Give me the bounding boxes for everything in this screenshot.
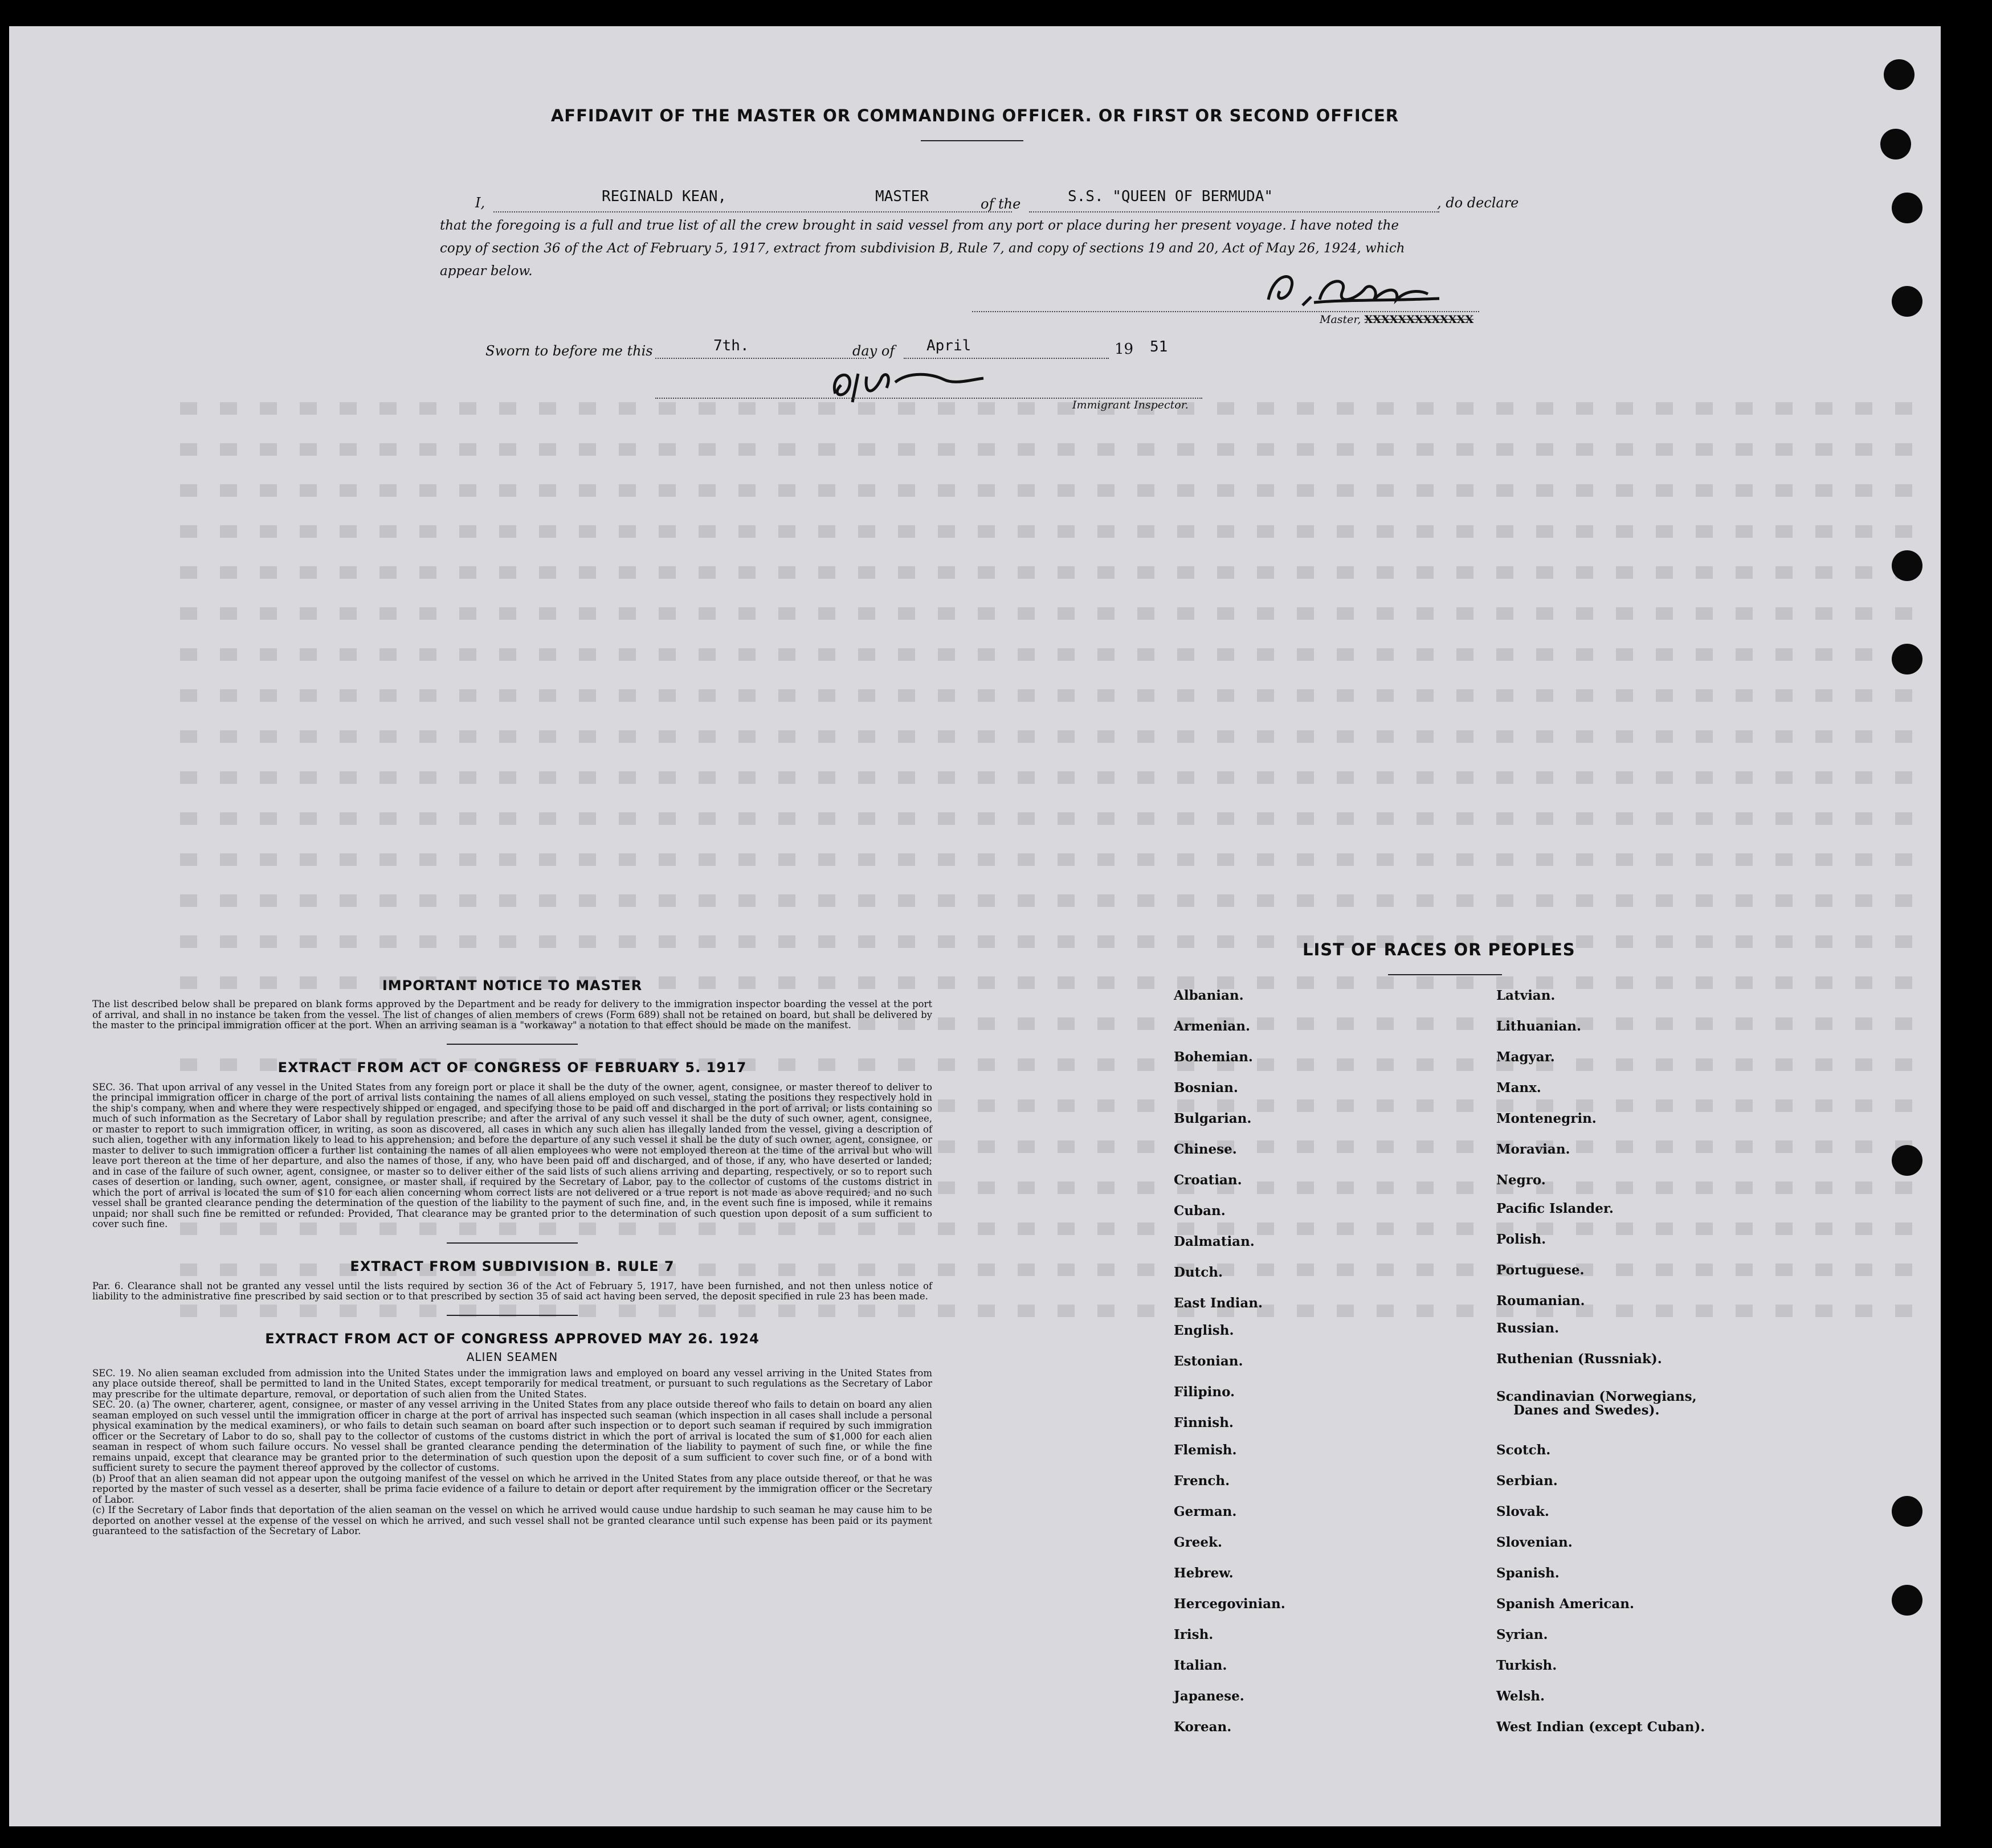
race-item: Scotch. — [1496, 1442, 1551, 1458]
do-declare-label: , do declare — [1437, 195, 1519, 211]
binder-hole — [1892, 1585, 1922, 1616]
master-caption: Master, — [1320, 313, 1361, 326]
race-item: Dalmatian. — [1174, 1234, 1255, 1249]
race-item: Latvian. — [1496, 988, 1556, 1003]
race-item: Flemish. — [1174, 1442, 1237, 1458]
race-item: Slovenian. — [1496, 1535, 1573, 1550]
sworn-month: April — [926, 337, 971, 354]
race-item: English. — [1174, 1323, 1234, 1338]
race-item: Chinese. — [1174, 1142, 1237, 1157]
race-item: Welsh. — [1496, 1688, 1545, 1704]
of-the-label: of the — [981, 196, 1021, 212]
name-line — [493, 211, 1012, 212]
race-item: Estonian. — [1174, 1354, 1243, 1369]
race-item: Spanish. — [1496, 1565, 1560, 1581]
binder-hole — [1892, 193, 1922, 223]
rank: MASTER — [875, 188, 929, 205]
rule7-body: Par. 6. Clearance shall not be granted any vessel until the lists required by section 36 of the Act of February 5, 1917, have been furnished, and not then unless notice of liability to the administrative fine prescribed by said section or to that prescribed by section 35 of said act having been served, the deposit specified in rule 23 has been made. — [92, 1280, 932, 1302]
races-divider — [1388, 974, 1502, 975]
declaration-line-4: appear below. — [440, 264, 533, 279]
race-item: Pacific Islander. — [1496, 1201, 1614, 1216]
race-item: East Indian. — [1174, 1295, 1263, 1311]
race-item: Serbian. — [1496, 1473, 1558, 1489]
day-of-label: day of — [852, 343, 895, 359]
notice-title: IMPORTANT NOTICE TO MASTER — [382, 978, 643, 993]
legal-text-column — [92, 978, 932, 1537]
declaration-line-3: copy of section 36 of the Act of February 5, 1917, extract from subdivision B, Rule 7, and copy of sections 19 and 20, Act of May 26, 1924, which — [440, 241, 1405, 256]
race-item: Bulgarian. — [1174, 1111, 1252, 1126]
divider — [447, 1315, 578, 1316]
race-item: Syrian. — [1496, 1627, 1548, 1642]
sworn-day: 7th. — [713, 337, 749, 354]
race-item: Turkish. — [1496, 1658, 1557, 1673]
declaration-line-2: that the foregoing is a full and true list of all the crew brought in said vessel from any port or place during her present voyage. I have noted the — [440, 218, 1399, 233]
title-divider — [921, 140, 1023, 141]
vessel-line — [1029, 211, 1439, 212]
race-item: Scandinavian (Norwegians, — [1496, 1389, 1697, 1404]
divider — [447, 1044, 578, 1045]
race-item: Spanish American. — [1496, 1596, 1635, 1612]
race-item: Lithuanian. — [1496, 1019, 1581, 1034]
race-item: Slovak. — [1496, 1504, 1549, 1519]
master-name: REGINALD KEAN, — [602, 188, 727, 205]
race-item: Danes and Swedes). — [1513, 1403, 1660, 1418]
race-item: Bosnian. — [1174, 1080, 1238, 1095]
race-item: Magyar. — [1496, 1049, 1555, 1065]
race-item: French. — [1174, 1473, 1230, 1489]
inspector-signature — [818, 362, 1001, 408]
race-item: Manx. — [1496, 1080, 1541, 1095]
alien-seamen-subtitle: ALIEN SEAMEN — [466, 1350, 558, 1364]
race-item: Negro. — [1496, 1172, 1546, 1188]
scan-border — [1941, 0, 1992, 1848]
race-item: Montenegrin. — [1496, 1111, 1597, 1126]
race-item: Moravian. — [1496, 1142, 1570, 1157]
binder-hole — [1880, 129, 1911, 160]
sec20a-body: SEC. 20. (a) The owner, charterer, agent, consignee, or master of any vessel arriving in the United States from any place outside thereof who fails to detain on board any alien seaman employed on such vessel until the immigration officer in charge at the port of arrival has inspected such seaman (which inspection in all cases shall include a personal physical examination by the medical examiners), or who fails to detain such seaman on board after such inspection or to deport such seaman if required by such immigration officer or the Secretary of Labor to do so, shall pay to the collector of customs of the customs district in which the port of arrival is located the sum of $1,000 for each alien seaman in respect of whom such failure occurs. No vessel shall be granted clearance pending the determination of the liability to payment of such fine, or while the fine remains unpaid, except that clearance may be granted prior to the determination of such question upon the deposit of a sum sufficient to cover such fine, or of a bond with sufficient surety to secure the payment thereof approved by the collector of customs. — [92, 1399, 932, 1473]
race-item: Roumanian. — [1496, 1293, 1585, 1309]
races-title: LIST OF RACES OR PEOPLES — [1303, 940, 1575, 959]
sworn-day-line — [655, 358, 866, 359]
affidavit-title: AFFIDAVIT OF THE MASTER OR COMMANDING OFFICER. OR FIRST OR SECOND OFFICER — [550, 106, 1399, 125]
sworn-year: 51 — [1150, 338, 1168, 355]
race-item: Bohemian. — [1174, 1049, 1253, 1065]
race-item: Ruthenian (Russniak). — [1496, 1351, 1662, 1367]
extract-1924-title: EXTRACT FROM ACT OF CONGRESS APPROVED MAY 26. 1924 — [265, 1330, 760, 1347]
sworn-label: Sworn to before me this — [485, 343, 653, 359]
race-item: Armenian. — [1174, 1019, 1251, 1034]
race-item: Portuguese. — [1496, 1262, 1585, 1278]
sworn-century: 19 — [1115, 341, 1134, 358]
inspector-caption: Immigrant Inspector. — [1072, 399, 1189, 411]
race-item: Japanese. — [1174, 1688, 1244, 1704]
race-item: Hercegovinian. — [1174, 1596, 1285, 1612]
binder-hole — [1892, 286, 1922, 317]
binder-hole — [1892, 1496, 1922, 1527]
race-item: Irish. — [1174, 1627, 1214, 1642]
master-caption-row — [1320, 313, 1473, 326]
extract-1917-body: SEC. 36. That upon arrival of any vessel in the United States from any foreign port or place it shall be the duty of the owner, agent, consignee, or master thereof to deliver to the principal immigration officer in charge of the port of arrival lists containing the names of all aliens employed on such vessel, stating the positions they respectively hold in the ship's company, when and where they were respectively shipped or engaged, and specifying those to be paid off and discharged in the port of arrival; or lists containing so much of such information as the Secretary of Labor shall by regulation prescribe; and after the arrival of any such vessel it shall be the duty of such owner, agent, consignee, or master to report to such immigration officer, in writing, as soon as discovered, all cases in which any such alien has illegally landed from the vessel, giving a description of such alien, together with any information likely to lead to his apprehension; and before the departure of any such vessel it shall be the duty of such owner, agent, consignee, or master to deliver to such immigration officer a further list containing the names of all alien employees who were not employed thereon at the time of the arrival but who will leave port thereon at the time of her departure, and also the names of those, if any, who have been paid off and discharged, and of those, if any, who have deserted or landed; and in case of the failure of such owner, agent, consignee, or master so to deliver either of the said lists of such aliens arriving and departing, respectively, or so to report such cases of desertion or landing, such owner, agent, consignee, or master shall, if required by the Secretary of Labor, pay to the collector of customs of the customs district in which the port of arrival is located the sum of $10 for each alien concerning whom correct lists are not delivered or a true report is not made as above required; and no such vessel shall be granted clearance pending the determination of the question of the liability to the payment of such fine, and, in the event such fine is imposed, while it remains unpaid; nor shall such fine be remitted or refunded: Provided, That clearance may be granted prior to the determination of such question upon deposit of a sum sufficient to cover such fine. — [92, 1081, 932, 1229]
notice-body: The list described below shall be prepared on blank forms approved by the Department and be ready for delivery to the immigration inspector boarding the vessel at the port of arrival, and shall in no instance be taken from the vessel. The list of changes of alien members of crews (Form 689) shall not be retained on board, but shall be delivered by the master to the principal immigration officer at the port. When an arriving seaman is a "workaway" a notation to that effect should be made on the manifest. — [92, 999, 932, 1031]
race-item: Russian. — [1496, 1320, 1560, 1336]
document-page — [9, 26, 1941, 1826]
sec20b-body: (b) Proof that an alien seaman did not appear upon the outgoing manifest of the vessel on which he arrived in the United States from any place outside thereof, or that he was reported by the master of such vessel as a deserter, shall be prima facie evidence of a failure to detain or deport after requirement by the immigration officer or the Secretary of Labor. — [92, 1473, 932, 1505]
rule7-title: EXTRACT FROM SUBDIVISION B. RULE 7 — [350, 1258, 675, 1274]
race-item: Polish. — [1496, 1232, 1546, 1247]
race-item: Finnish. — [1174, 1415, 1234, 1430]
binder-hole — [1892, 1145, 1922, 1176]
race-item: Italian. — [1174, 1658, 1227, 1673]
binder-hole — [1892, 550, 1922, 581]
sworn-month-line — [904, 358, 1109, 359]
sec19-body: SEC. 19. No alien seaman excluded from admission into the United States under the immigration laws and employed on board any vessel arriving in the United States from any place outside thereof, shall be permitted to land in the United States, except temporarily for medical treatment, or pursuant to such regulations as the Secretary of Labor may prescribe for the ultimate departure, removal, or deportation of such alien from the United States. — [92, 1367, 932, 1400]
sec20c-body: (c) If the Secretary of Labor finds that deportation of the alien seaman on the vessel on which he arrived would cause undue hardship to such seaman he may cause him to be deported on another vessel at the expense of the vessel on which he arrived, and such vessel shall not be granted clearance until such expense has been paid or its payment guaranteed to the satisfaction of the Secretary of Labor. — [92, 1504, 932, 1536]
race-item: Cuban. — [1174, 1203, 1226, 1219]
race-item: Croatian. — [1174, 1172, 1242, 1188]
struck-caption: XXXXXXXXXXXXX — [1364, 313, 1474, 326]
vessel-name: S.S. "QUEEN OF BERMUDA" — [1068, 188, 1273, 205]
binder-hole — [1892, 644, 1922, 674]
extract-1917-title: EXTRACT FROM ACT OF CONGRESS OF FEBRUARY 5. 1917 — [277, 1059, 747, 1076]
race-item: Dutch. — [1174, 1265, 1223, 1280]
race-item: Albanian. — [1174, 988, 1244, 1003]
pronoun: I, — [475, 195, 485, 211]
race-item: Hebrew. — [1174, 1565, 1234, 1581]
race-item: Greek. — [1174, 1535, 1222, 1550]
race-item: West Indian (except Cuban). — [1496, 1719, 1705, 1735]
master-signature — [1257, 265, 1451, 317]
race-item: German. — [1174, 1504, 1237, 1519]
binder-hole — [1884, 59, 1915, 90]
divider — [447, 1242, 578, 1244]
race-item: Korean. — [1174, 1719, 1232, 1735]
race-item: Filipino. — [1174, 1384, 1235, 1400]
